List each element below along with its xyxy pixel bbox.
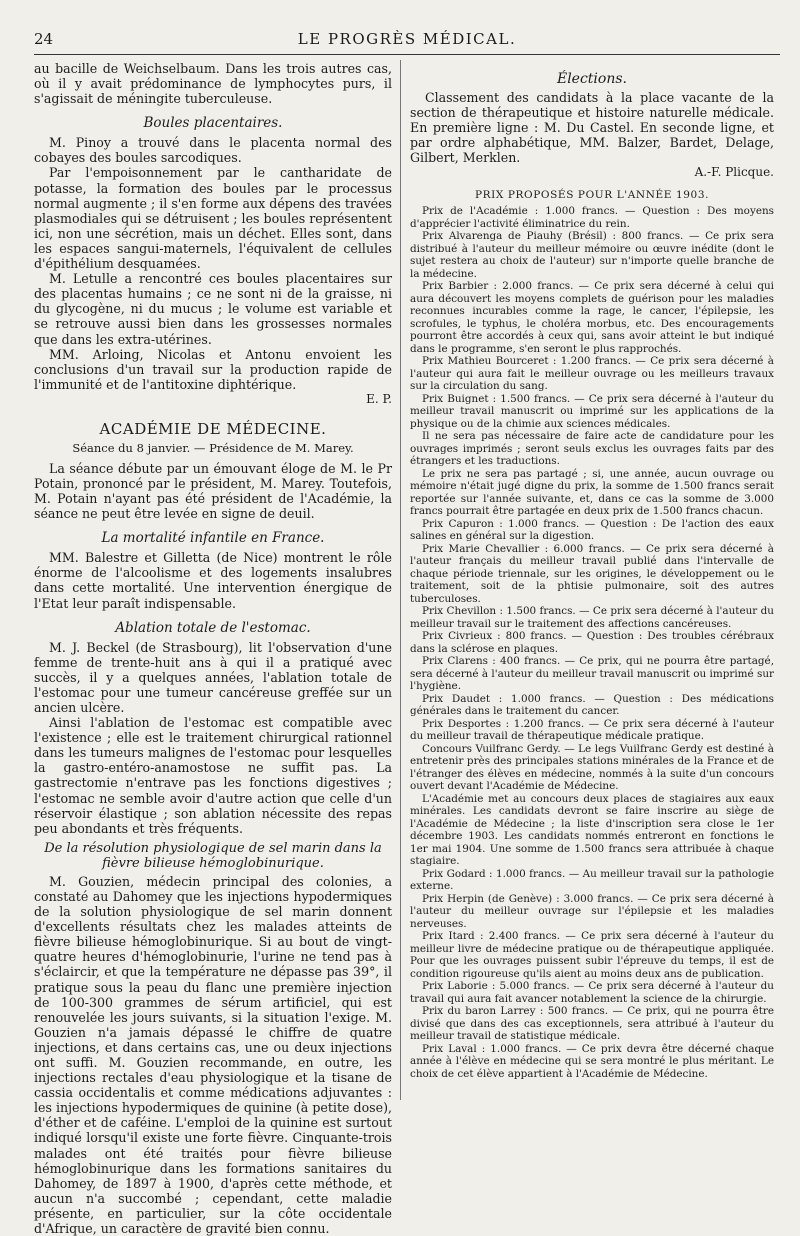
prize-paragraph: Prix Capuron : 1.000 francs. — Question : De l'action des eaux salines en général sur la digestion. [410, 517, 774, 543]
prize-paragraph: Prix Daudet : 1.000 francs. — Question : Des médications générales dans le traitement du cancer. [410, 692, 774, 718]
paragraph-balestre: MM. Balestre et Gilletta (de Nice) montrent le rôle énorme de l'alcoolisme et des logements insalubres dans cette mortalité. Une intervention énergique de l'Etat leur paraît indispensable. [34, 550, 392, 611]
prize-paragraph: Concours Vuilfranc Gerdy. — Le legs Vuilfranc Gerdy est destiné à entretenir près des principales stations minérales de la France et de l'étranger des élèves en médecine, nommés à la suite d'un concours ouvert devant l'Académie de Médecine. [410, 742, 774, 793]
paragraph-ainsi: Ainsi l'ablation de l'estomac est compatible avec l'existence ; elle est le traitement chirurgical rationnel dans les tumeurs malignes de l'estomac pour lesquelles la gastro-entéro-anamostose ne suffit pas. La gastrectomie n'entrave pas les fonctions digestives ; l'estomac ne semble avoir d'autre action que celle d'un réservoir élastique ; son ablation nécessite des repas peu abondants et très fréquents. [34, 715, 392, 836]
prize-paragraph: Prix Godard : 1.000 francs. — Au meilleur travail sur la pathologie externe. [410, 867, 774, 893]
prize-paragraph: Il ne sera pas nécessaire de faire acte de candidature pour les ouvrages imprimés ; seront seuls exclus les ouvrages faits par des étrangers et les traductions. [410, 430, 774, 468]
paragraph-beckel: M. J. Beckel (de Strasbourg), lit l'observation d'une femme de trente-huit ans à qui il a pratiqué avec succès, il y a quelques années, l'ablation totale de l'estomac pour une tumeur cancéreuse greffée sur un ancien ulcère. [34, 639, 392, 715]
prize-paragraph: Le prix ne sera pas partagé ; si, une année, aucun ouvrage ou mémoire n'était jugé digne du prix, la somme de 1.500 francs serait reportée sur l'année suivante, et, dans ce cas la somme de 3.000 francs pourrait être partagée en deux prix de 1.500 francs chacun. [410, 467, 774, 518]
prize-paragraph: Prix Civrieux : 800 francs. — Question : Des troubles cérébraux dans la sclérose en plaques. [410, 630, 774, 655]
header-rule [34, 54, 780, 55]
journal-title: LE PROGRÈS MÉDICAL. [297, 30, 517, 48]
section-heading-mortalite: La mortalité infantile en France. [101, 530, 325, 547]
section-heading-elections: Élections. [556, 71, 627, 87]
section-heading-boules: Boules placentaires. [143, 115, 283, 132]
prize-paragraph: Prix Desportes : 1.200 francs. — Ce prix sera décerné à l'auteur du meilleur travail de thérapeutique médicale pratique. [410, 717, 774, 743]
prize-paragraph: Prix Alvarenga de Piauhy (Brésil) : 800 francs. — Ce prix sera distribué à l'auteur du meilleur mémoire ou œuvre inédite (dont le sujet restera au choix de l'auteur) sur n'importe quelle branche de la médecine. [410, 230, 774, 280]
prize-paragraph: Prix Chevillon : 1.500 francs. — Ce prix sera décerné à l'auteur du meilleur travail sur le traitement des affections cancéreuses. [410, 605, 774, 630]
prize-list [410, 205, 774, 1080]
prize-paragraph: Prix Laval : 1.000 francs. — Ce prix devra être décerné chaque année à l'élève en médecine qui se sera montré le plus méritant. Le choix de cet élève appartient à l'Académie de Médecine. [410, 1042, 774, 1080]
prize-paragraph: Prix Barbier : 2.000 francs. — Ce prix sera décerné à celui qui aura découvert les moyens complets de guérison pour les maladies reconnues incurables comme la rage, le cancer, l'épilepsie, les scrofules, le typhus, le choléra morbus, etc. Des encouragements pourront être accordés à ceux qui, sans avoir atteint le but indiqué dans le programme, s'en seront le plus rapprochés. [410, 280, 774, 355]
prize-paragraph: Prix du baron Larrey : 500 francs. — Ce prix, qui ne pourra être divisé que dans des cas exceptionnels, sera attribué à l'auteur du meilleur travail de statistique médicale. [410, 1005, 774, 1043]
paragraph-classement: Classement des candidats à la place vacante de la section de thérapeutique et histoire naturelle médicale. En première ligne : M. Du Castel. En seconde ligne, et par ordre alphabétique, MM. Balzer, Bardet, Delage, Gilbert, Merklen. [410, 90, 774, 166]
paragraph-pinoy: M. Pinoy a trouvé dans le placenta normal des cobayes des boules sarcodiques. [34, 135, 392, 166]
prize-paragraph: Prix Marie Chevallier : 6.000 francs. — Ce prix sera décerné à l'auteur français du meilleur travail publié dans l'intervalle de chaque période triennale, sur les origines, le développement ou le traitement, soit de la phtisie pulmonaire, soit des autres tuberculoses. [410, 542, 774, 605]
prize-paragraph: Prix Buignet : 1.500 francs. — Ce prix sera décerné à l'auteur du meilleur travail manuscrit ou imprimé sur les applications de la physique ou de la chimie aux sciences médicales. [410, 392, 774, 430]
prize-paragraph: Prix Clarens : 400 francs. — Ce prix, qui ne pourra être partagé, sera décerné à l'auteur du meilleur travail manuscrit ou imprimé sur l'hygiène. [410, 655, 774, 693]
academie-heading: ACADÉMIE DE MÉDECINE. [99, 419, 327, 438]
signature-ep: E. P. [366, 391, 392, 406]
seance-subheading: Séance du 8 janvier. — Présidence de M. Marey. [72, 440, 354, 455]
page-header [34, 30, 780, 52]
prize-paragraph: Prix Herpin (de Genève) : 3.000 francs. — Ce prix sera décerné à l'auteur du meilleur ouvrage sur l'épilepsie et les maladies nerveuses. [410, 892, 774, 930]
prize-paragraph: Prix Itard : 2.400 francs. — Ce prix sera décerné à l'auteur du meilleur livre de médecine pratique ou de thérapeutique appliquée. Pour que les ouvrages puissent subir l'épreuve du temps, il est de condition rigoureuse qu'ils aient au moins deux ans de publication. [410, 930, 774, 980]
column-divider [400, 60, 401, 1100]
section-heading-resolution: De la résolution physiologique de sel marin dans la fièvre bilieuse hémoglobinurique. [44, 840, 382, 871]
page-number: 24 [34, 30, 54, 48]
paragraph-seance: La séance débute par un émouvant éloge de M. le Pr Potain, prononcé par le président, M. Marey. Toutefois, M. Potain n'ayant pas été président de l'Académie, la séance ne peut être levée en signe de deuil. [34, 460, 392, 522]
paragraph-empoisonnement: Par l'empoisonnement par le cantharidate de potasse, la formation des boules par le processus normal augmente ; il s'en forme aux dépens des travées plasmodiales qui se détruisent ; les boules représentent ici, non une sécrétion, mais un déchet. Elles sont, dans les espaces sangui-maternels, l'équivalent de cellules d'épithélium desquamées. [34, 165, 392, 272]
prix-heading: PRIX PROPOSÉS POUR L'ANNÉE 1903. [474, 189, 710, 202]
signature-plicque: A.-F. Plicque. [694, 165, 774, 180]
section-heading-ablation: Ablation totale de l'estomac. [115, 619, 311, 636]
paragraph-arloing: MM. Arloing, Nicolas et Antonu envoient les conclusions d'un travail sur la production rapide de l'immunité et de l'antitoxine diphtérique. [34, 346, 392, 392]
paragraph-letulle: M. Letulle a rencontré ces boules placentaires sur des placentas humains ; ce ne sont ni de la graisse, ni du glycogène, ni du mucus ; le volume est variable et se retrouve aussi bien dans les grossesses normales que dans les extra-utérines. [34, 271, 392, 347]
left-column [34, 61, 392, 1236]
right-column [410, 61, 774, 1114]
prize-paragraph: L'Académie met au concours deux places de stagiaires aux eaux minérales. Les candidats devront se faire inscrire au siège de l'Académie de Médecine ; la liste d'inscription sera close le 1er décembre 1903. Les candidats nommés entreront en fonctions le 1er mai 1904. Une somme de 1.500 francs sera attribuée à chaque stagiaire. [410, 792, 774, 868]
paragraph-gouzien: M. Gouzien, médecin principal des colonies, a constaté au Dahomey que les injections hypodermiques de la solution physiologique de sel marin donnent d'excellents résultats chez les malades atteints de fièvre bilieuse hémoglobinurique. Si au bout de vingt-quatre heures d'hémoglobinurie, l'urine ne tend pas à s'éclaircir, et que la température ne dépasse pas 39°, il pratique sous la peau du flanc une première injection de 100-300 grammes de sérum artificiel, qui est renouvelée les jours suivants, si la situation l'exige. M. Gouzien n'a jamais dépassé le chiffre de quatre injections, et dans certains cas, une ou deux injections ont suffi. M. Gouzien recommande, en outre, les injections rectales d'eau physiologique et la tisane de cassia occidentalis et comme médications adjuvantes : les injections hypodermiques de quinine (à petite dose), d'éther et de caféine. L'emploi de la quinine est surtout indiqué lorsqu'il existe une forte fièvre. Cinquante-trois malades ont été traités pour fièvre bilieuse hémoglobinurique dans les formations sanitaires du Dahomey, de 1897 à 1900, d'après cette méthode, et aucun n'a succombé ; cependant, cette maladie présente, en particulier, sur la côte occidentale d'Afrique, un caractère de gravité bien connu. [34, 873, 392, 1236]
prize-paragraph: Prix de l'Académie : 1.000 francs. — Question : Des moyens d'apprécier l'activité éliminatrice du rein. [410, 205, 774, 230]
prize-paragraph: Prix Laborie : 5.000 francs. — Ce prix sera décerné à l'auteur du travail qui aura fait avancer notablement la science de la chirurgie. [410, 980, 774, 1005]
prize-paragraph: Prix Mathieu Bourceret : 1.200 francs. — Ce prix sera décerné à l'auteur qui aura fait le meilleur ouvrage ou les meilleurs travaux sur la circulation du sang. [410, 355, 774, 393]
intro-paragraph: au bacille de Weichselbaum. Dans les trois autres cas, où il y avait prédominance de lymphocytes purs, il s'agissait de méningite tuberculeuse. [34, 61, 392, 107]
